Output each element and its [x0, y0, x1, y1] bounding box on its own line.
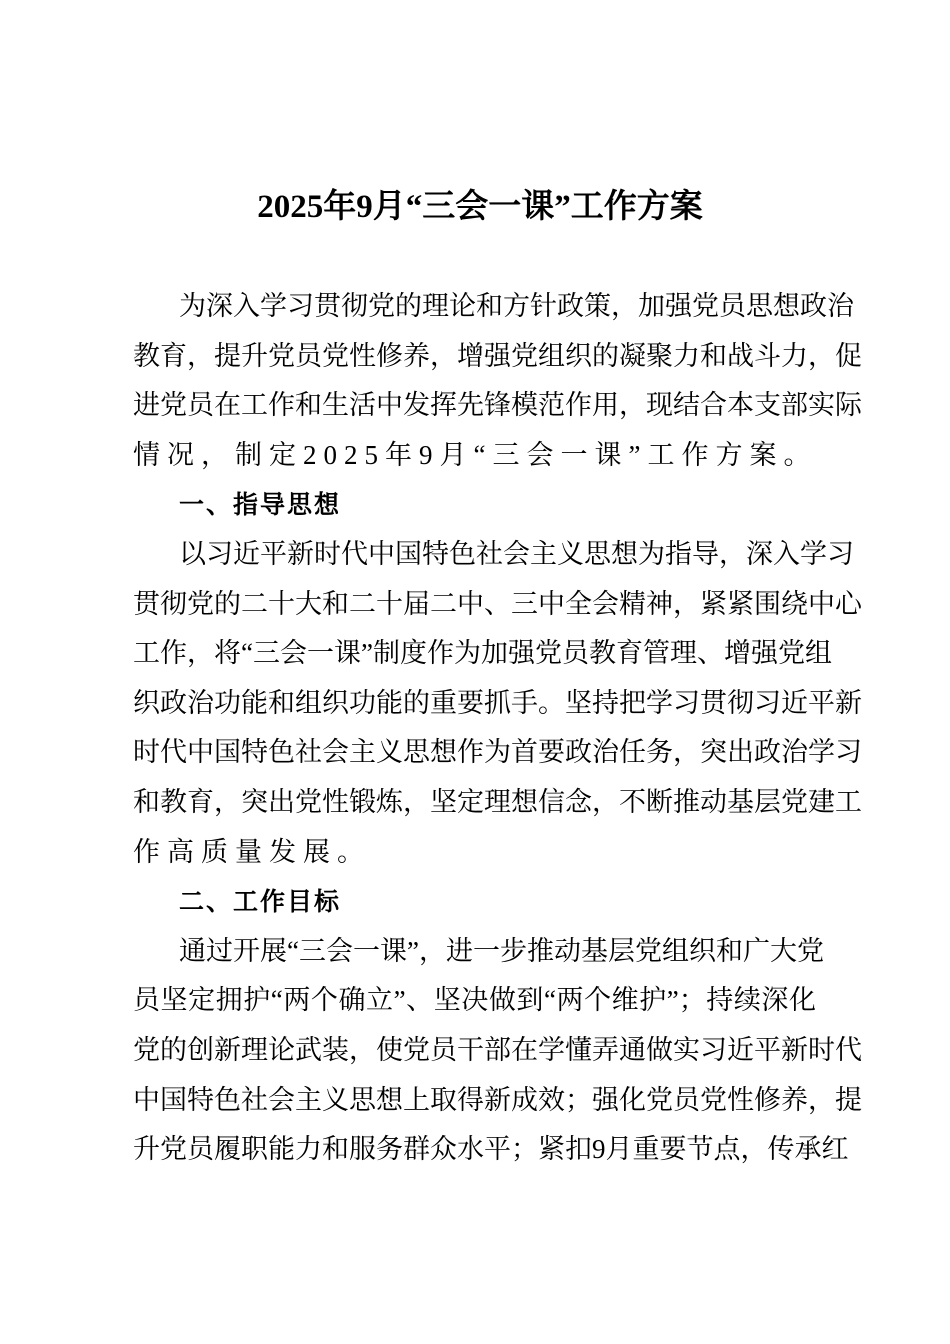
paragraph-line: 以习近平新时代中国特色社会主义思想为指导，深入学习 — [179, 538, 854, 569]
paragraph-line: 通过开展“三会一课”，进一步推动基层党组织和广大党 — [179, 935, 824, 966]
document-body — [133, 282, 862, 1175]
paragraph-line: 员坚定拥护“两个确立”、坚决做到“两个维护”；持续深化 — [133, 985, 816, 1016]
paragraph-line: 情况，制定2025年9月“三会一课”工作方案。 — [133, 439, 818, 470]
paragraph-line: 党的创新理论武装，使党员干部在学懂弄通做实习近平新时代 — [133, 1034, 862, 1065]
guiding-ideology-paragraph — [133, 530, 862, 877]
paragraph-line: 作高质量发展。 — [133, 836, 371, 867]
intro-paragraph — [133, 282, 862, 480]
section-heading-work-goals: 二、工作目标 — [179, 887, 342, 917]
paragraph-line: 进党员在工作和生活中发挥先锋模范作用，现结合本支部实际 — [133, 390, 862, 421]
work-goals-paragraph — [133, 927, 862, 1175]
document-title: 2025年9月“三会一课”工作方案 — [257, 189, 703, 225]
paragraph-line: 升党员履职能力和服务群众水平；紧扣9月重要节点，传承红 — [133, 1134, 849, 1165]
paragraph-line: 织政治功能和组织功能的重要抓手。坚持把学习贯彻习近平新 — [133, 687, 862, 718]
paragraph-line: 工作，将“三会一课”制度作为加强党员教育管理、增强党组 — [133, 638, 832, 669]
paragraph-line: 教育，提升党员党性修养，增强党组织的凝聚力和战斗力，促 — [133, 340, 862, 371]
section-heading-guiding-ideology: 一、指导思想 — [179, 490, 342, 520]
paragraph-line: 和教育，突出党性锻炼，坚定理想信念，不断推动基层党建工 — [133, 786, 862, 817]
paragraph-line: 中国特色社会主义思想上取得新成效；强化党员党性修养，提 — [133, 1084, 862, 1115]
paragraph-line: 为深入学习贯彻党的理论和方针政策，加强党员思想政治 — [179, 291, 854, 321]
paragraph-line: 时代中国特色社会主义思想作为首要政治任务，突出政治学习 — [133, 737, 862, 768]
paragraph-line: 贯彻党的二十大和二十届二中、三中全会精神，紧紧围绕中心 — [133, 588, 862, 619]
